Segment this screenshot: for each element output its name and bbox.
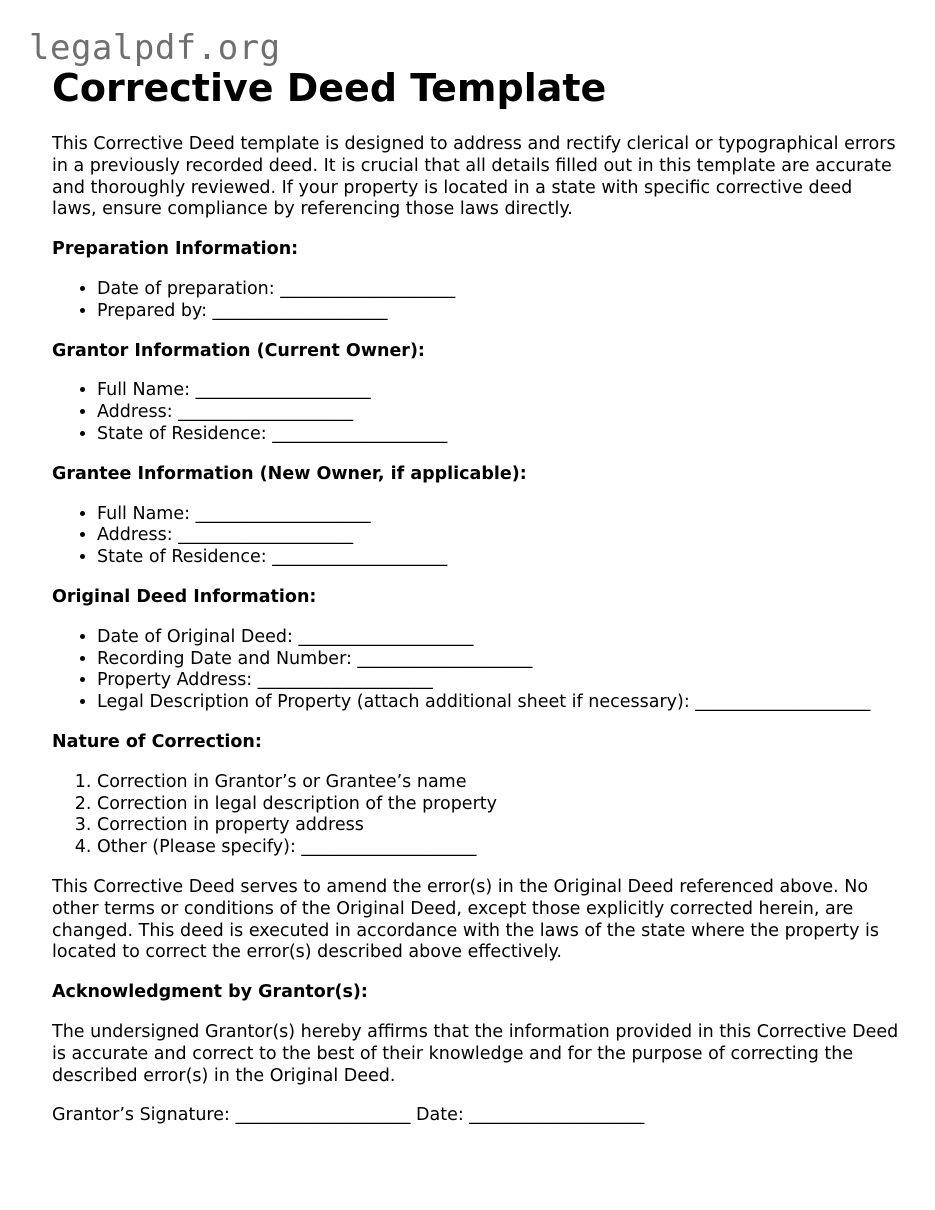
list-item: • Date of preparation: ____________________ — [97, 279, 902, 301]
page-title: Corrective Deed Template — [52, 66, 607, 110]
list-item: • Full Name: ____________________ — [97, 504, 902, 526]
closing-paragraph: This Corrective Deed serves to amend the error(s) in the Original Deed referenced above. No other terms or conditions of the Original Deed, except those explicitly corrected herein, are changed. This deed is executed in accordance with the laws of the state where the property is located to correct the error(s) described above effectively. — [52, 876, 880, 963]
signature-line: Grantor’s Signature: ____________________ Date: ____________________ — [52, 1105, 645, 1126]
site-watermark: legalpdf.org — [29, 28, 281, 68]
list-item: • State of Residence: ____________________ — [97, 547, 902, 569]
list-item: 4. Other (Please specify): ____________________ — [97, 837, 902, 859]
list-item: • State of Residence: ____________________ — [97, 424, 902, 446]
correction-list — [52, 772, 902, 859]
list-item: 3. Correction in property address — [97, 815, 902, 837]
intro-paragraph: This Corrective Deed template is designed to address and rectify clerical or typographical errors in a previously recorded deed. It is crucial that all details filled out in this template are accurate and thoroughly reviewed. If your property is located in a state with specific corrective deed laws, ensure compliance by referencing those laws directly. — [52, 134, 896, 220]
list-item: • Full Name: ____________________ — [97, 380, 902, 402]
list-item: • Recording Date and Number: ____________________ — [97, 649, 902, 671]
document-body — [52, 64, 902, 1127]
original-deed-section-title: Original Deed Information: — [52, 586, 317, 607]
list-item: • Prepared by: ____________________ — [97, 301, 902, 323]
original-deed-list — [52, 627, 902, 714]
acknowledgment-section-title: Acknowledgment by Grantor(s): — [52, 982, 368, 1003]
list-item: • Date of Original Deed: ____________________ — [97, 627, 902, 649]
grantee-section-title: Grantee Information (New Owner, if applicable): — [52, 463, 527, 484]
list-item: • Legal Description of Property (attach additional sheet if necessary): ____________________ — [97, 692, 902, 714]
list-item: • Address: ____________________ — [97, 525, 902, 547]
acknowledgment-paragraph: The undersigned Grantor(s) hereby affirms that the information provided in this Corrective Deed is accurate and correct to the best of their knowledge and for the purpose of correcting the described error(s) in the Original Deed. — [52, 1021, 899, 1086]
list-item: 1. Correction in Grantor’s or Grantee’s name — [97, 772, 902, 794]
grantee-list — [52, 504, 902, 569]
preparation-list — [52, 279, 902, 323]
preparation-section-title: Preparation Information: — [52, 239, 299, 260]
list-item: • Address: ____________________ — [97, 402, 902, 424]
correction-section-title: Nature of Correction: — [52, 731, 262, 752]
grantor-list — [52, 380, 902, 445]
list-item: 2. Correction in legal description of the property — [97, 794, 902, 816]
grantor-section-title: Grantor Information (Current Owner): — [52, 340, 425, 361]
list-item: • Property Address: ____________________ — [97, 670, 902, 692]
